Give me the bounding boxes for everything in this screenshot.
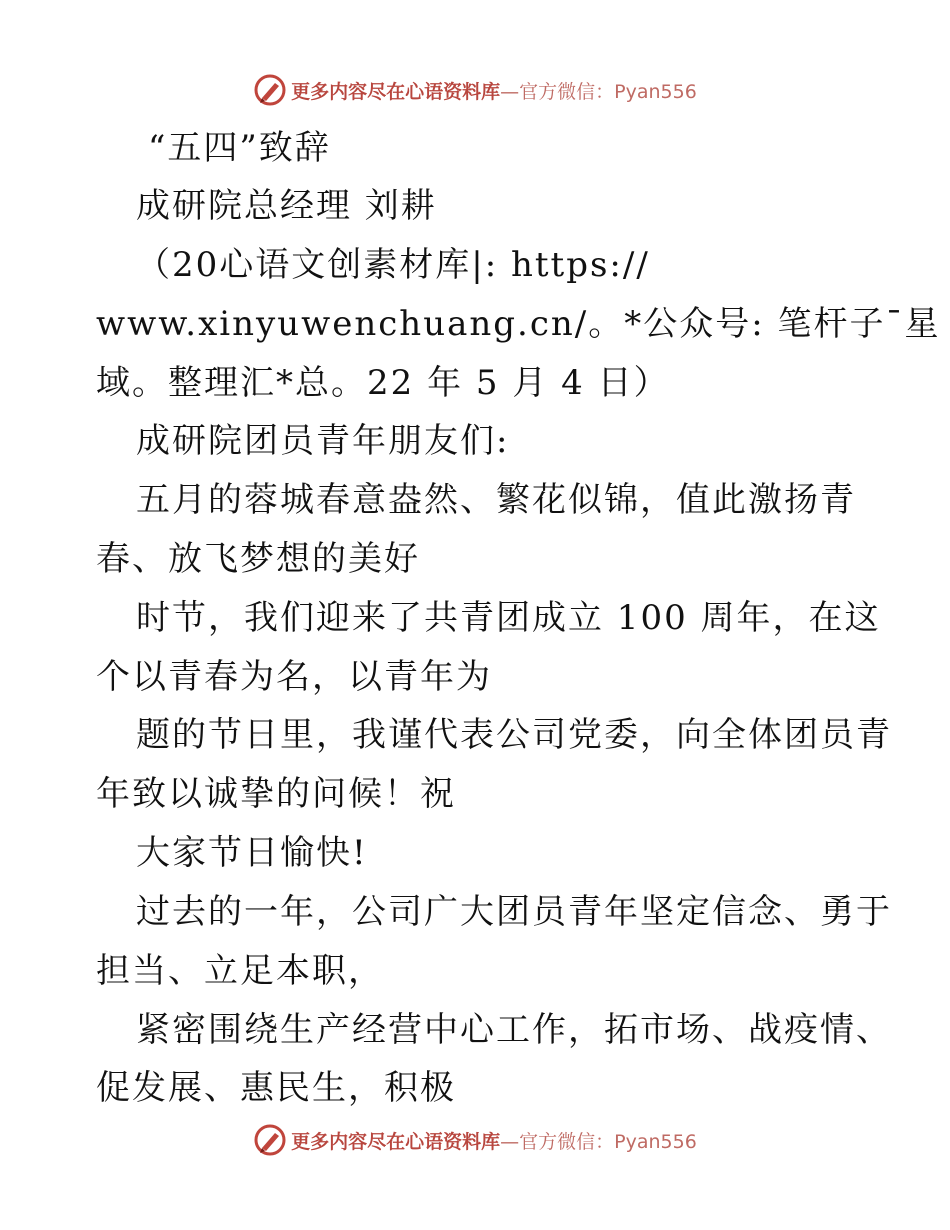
footer-banner <box>0 1118 950 1162</box>
body-line: 题的节日里，我谨代表公司党委，向全体团员青 <box>136 715 892 755</box>
body-line: 年致以诚挚的问候！祝 <box>96 774 456 814</box>
pen-logo-icon <box>253 1123 287 1157</box>
body-line: 时节，我们迎来了共青团成立 100 周年，在这 <box>136 598 881 638</box>
banner-tail: —官方微信：Pyan556 <box>500 80 697 103</box>
pen-logo-icon <box>253 73 287 107</box>
source-line-cont: www.xinyuwenchuang.cn/。*公众号: 笔杆子¯星 <box>96 304 941 344</box>
header-banner <box>0 68 950 112</box>
source-line: （20心语文创素材库|: https:// <box>136 245 650 285</box>
body-line: 大家节日愉快! <box>136 833 368 873</box>
body-line: 担当、立足本职， <box>96 951 384 991</box>
banner-lead: 更多内容尽在心语资料库 <box>291 1130 501 1153</box>
body-line: 春、放飞梦想的美好 <box>96 539 420 579</box>
body-line: 过去的一年，公司广大团员青年坚定信念、勇于 <box>136 892 892 932</box>
date-line: 域。整理汇*总。22 年 5 月 4 日） <box>96 363 670 403</box>
banner-tail: —官方微信：Pyan556 <box>500 1130 697 1153</box>
body-line: 五月的蓉城春意盎然、繁花似锦，值此激扬青 <box>136 480 856 520</box>
body-line: 紧密围绕生产经营中心工作，拓市场、战疫情、 <box>136 1010 892 1050</box>
author-line: 成研院总经理 刘耕 <box>136 186 437 226</box>
body-line: 个以青春为名，以青年为 <box>96 657 492 697</box>
doc-title: “五四”致辞 <box>148 128 331 168</box>
banner-lead: 更多内容尽在心语资料库 <box>291 80 501 103</box>
body-line: 促发展、惠民生，积极 <box>96 1068 456 1108</box>
salutation: 成研院团员青年朋友们: <box>136 421 510 461</box>
